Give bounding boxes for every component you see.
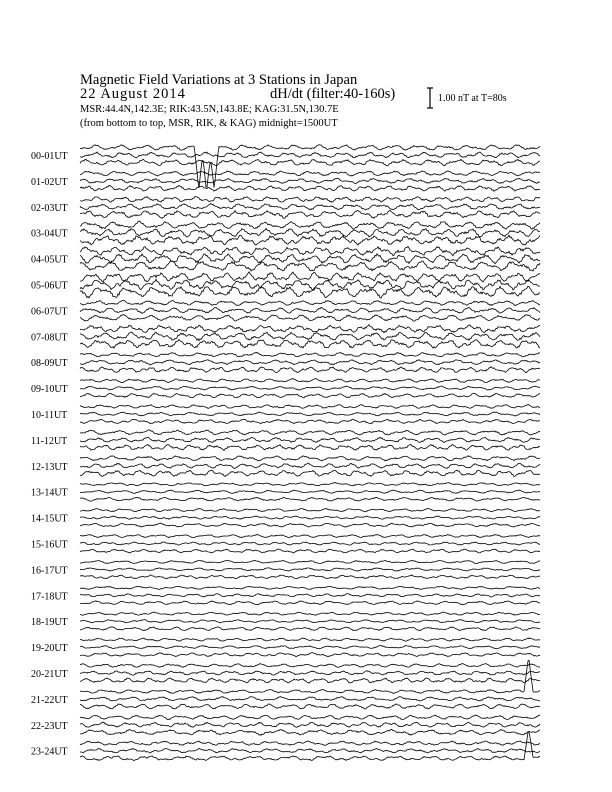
hour-row <box>31 638 540 657</box>
trace-kag <box>80 483 540 486</box>
hour-label: 11-12UT <box>31 435 68 447</box>
hour-row <box>31 664 540 684</box>
hour-label: 15-16UT <box>31 539 68 551</box>
hour-label: 08-09UT <box>31 358 68 370</box>
trace-rik <box>80 254 540 264</box>
trace-rik <box>80 722 540 727</box>
hour-row <box>31 272 540 298</box>
hour-label: 22-23UT <box>31 720 68 732</box>
trace-msr <box>80 523 540 527</box>
trace-msr <box>80 704 540 709</box>
trace-msr <box>80 732 540 761</box>
trace-kag <box>80 535 540 538</box>
hour-label: 23-24UT <box>31 746 68 758</box>
trace-kag <box>80 247 540 256</box>
hour-row <box>31 325 540 348</box>
trace-rik <box>80 749 540 753</box>
hour-row <box>31 300 540 321</box>
hour-label: 09-10UT <box>31 384 68 396</box>
hour-row <box>31 560 540 579</box>
hour-row <box>31 509 540 528</box>
chart-quantity: dH/dt (filter:40-160s) <box>270 86 396 102</box>
hour-label: 07-08UT <box>31 332 68 344</box>
trace-kag <box>80 405 540 409</box>
chart-title: Magnetic Field Variations at 3 Stations in Japan <box>80 72 358 88</box>
trace-rik <box>80 307 540 313</box>
trace-rik <box>80 386 540 390</box>
trace-kag <box>80 300 540 305</box>
hour-row <box>31 221 540 245</box>
trace-rik <box>80 542 540 545</box>
hour-row <box>31 379 540 398</box>
hour-row <box>31 535 540 553</box>
trace-msr <box>80 601 540 605</box>
trace-kag <box>80 171 540 176</box>
hour-row <box>31 405 540 424</box>
trace-rik <box>80 204 540 210</box>
hour-label: 03-04UT <box>31 228 68 240</box>
trace-rik <box>80 646 540 649</box>
trace-rik <box>80 463 540 468</box>
trace-msr <box>80 470 540 476</box>
hour-row <box>31 456 540 477</box>
hour-row <box>31 732 540 761</box>
trace-kag <box>80 664 540 668</box>
trace-msr <box>80 729 540 735</box>
stacking-order-note: (from bottom to top, MSR, RIK, & KAG) midnight=1500UT <box>80 118 338 129</box>
chart-date: 22 August 2014 <box>80 86 186 102</box>
trace-kag <box>80 456 540 461</box>
hour-label: 05-06UT <box>31 280 68 292</box>
trace-kag <box>80 221 540 229</box>
trace-kag <box>80 272 540 282</box>
trace-rik <box>80 229 540 238</box>
trace-msr <box>80 235 540 245</box>
trace-msr <box>80 549 540 553</box>
trace-msr <box>80 367 540 373</box>
trace-rik <box>80 697 540 701</box>
trace-msr <box>80 627 540 631</box>
trace-kag <box>80 741 540 746</box>
trace-rik <box>80 178 540 183</box>
trace-kag <box>80 430 540 435</box>
hour-row <box>31 145 540 188</box>
trace-msr <box>80 393 540 398</box>
trace-rik <box>80 360 540 365</box>
trace-rik <box>80 516 540 519</box>
trace-rik <box>80 437 540 442</box>
trace-kag <box>80 509 540 512</box>
trace-msr <box>80 315 540 322</box>
hour-label: 19-20UT <box>31 643 68 655</box>
hour-rows <box>31 145 540 761</box>
hour-label: 00-01UT <box>31 151 68 162</box>
hour-label: 06-07UT <box>31 306 68 318</box>
trace-rik <box>80 671 540 676</box>
trace-rik <box>80 620 540 623</box>
hour-label: 14-15UT <box>31 513 68 525</box>
hour-label: 01-02UT <box>31 176 68 188</box>
trace-kag <box>80 638 540 641</box>
trace-kag <box>80 612 540 615</box>
trace-msr <box>80 159 540 166</box>
trace-kag <box>80 352 540 357</box>
trace-kag <box>80 560 540 563</box>
trace-msr <box>80 678 540 683</box>
hour-row <box>31 352 540 372</box>
trace-msr <box>80 575 540 579</box>
trace-msr <box>80 497 540 501</box>
trace-msr <box>80 653 540 657</box>
hour-label: 10-11UT <box>31 410 68 421</box>
hour-row <box>31 612 540 631</box>
trace-msr <box>80 445 540 451</box>
hour-row <box>31 430 540 451</box>
hour-row <box>31 483 540 502</box>
trace-rik <box>80 412 540 416</box>
trace-rik <box>80 332 540 341</box>
hour-label: 20-21UT <box>31 669 68 680</box>
trace-msr <box>80 210 540 218</box>
hour-label: 12-13UT <box>31 461 68 473</box>
hour-row <box>31 660 540 709</box>
trace-kag <box>80 379 540 383</box>
station-coordinates: MSR:44.4N,142.3E; RIK:43.5N,143.8E; KAG:31.5N,130.7E <box>80 104 339 115</box>
hour-row <box>31 171 540 191</box>
scale-bar-label: 1.00 nT at T=80s <box>438 93 507 104</box>
trace-msr <box>80 185 540 191</box>
trace-kag <box>80 715 540 720</box>
trace-msr <box>80 340 540 349</box>
trace-rik <box>80 490 540 493</box>
hour-label: 02-03UT <box>31 202 68 214</box>
hour-label: 16-17UT <box>31 565 68 577</box>
trace-kag <box>80 197 540 203</box>
hour-row <box>31 197 540 219</box>
trace-kag <box>80 325 540 333</box>
scale-bar <box>427 88 433 108</box>
hour-row <box>31 715 540 735</box>
trace-rik <box>80 152 540 158</box>
trace-kag <box>80 586 540 589</box>
hour-label: 21-22UT <box>31 694 68 706</box>
hour-row <box>31 247 540 272</box>
hour-label: 13-14UT <box>31 487 68 499</box>
hour-label: 04-05UT <box>31 254 68 266</box>
trace-rik <box>80 594 540 597</box>
trace-msr <box>80 419 540 424</box>
hour-label: 17-18UT <box>31 591 68 603</box>
hour-label: 18-19UT <box>31 617 68 629</box>
trace-rik <box>80 568 540 571</box>
hour-row <box>31 586 540 604</box>
